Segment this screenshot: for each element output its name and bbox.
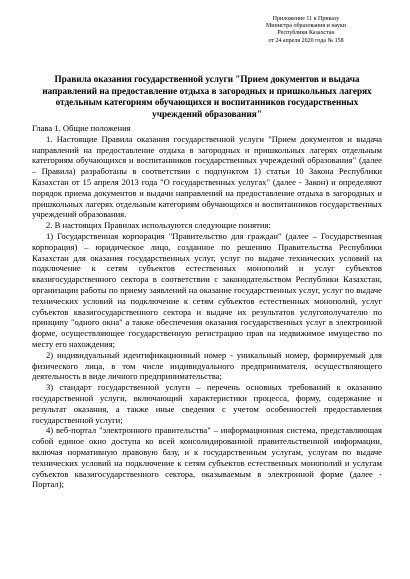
- annex-line: Приложение 11 к Приказу: [272, 16, 340, 22]
- document-title: Правила оказания государственной услуги "Прием документов и выдача направлений на предоставление отдыха в загородных и пришкольных лагерях отдельным категориям обучающихся и воспитанников государственных учреждений образования": [42, 74, 372, 119]
- paragraph: 1. Настоящие Правила оказания государственной услуги "Прием документов и выдача направлений на предоставление отдыха в загородных и пришкольных лагерях отдельным категориям обучающихся и воспитанников государственных учреждений образования" (далее – Правила) разработаны в соответствии с подпунктом 1) статьи 10 Закона Республики Казахстан от 15 апреля 2013 года "О государственных услугах" (далее - Закон) и определяют порядок приема документов и выдачи направлений на предоставление отдыха в загородных и пришкольных лагерях отдельным категориям обучающихся и воспитанников государственных учреждений образования.: [32, 133, 382, 220]
- annex-line: от 24 апреля 2020 года № 158: [268, 37, 344, 44]
- paragraph: 4) веб-портал "электронного правительства" – информационная система, представляющая собой единое окно доступа ко всей консолидированной правительственной информации, включая нормативную правовую базу, и к государственным услугам, услугам по выдаче технических условий на подключение к сетям субъектов естественных монополий и услугам субъектов квазигосударственного сектора, оказываемым в электронной форме (далее - Портал);: [32, 425, 382, 490]
- paragraph: 2. В настоящих Правилах используются следующие понятия:: [46, 220, 271, 231]
- annex-line: Министра образования и науки: [265, 23, 347, 30]
- paragraph: 1) Государственная корпорация "Правительство для граждан" (далее – Государственная корпорация) – юридическое лицо, созданное по решению Правительства Республики Казахстан для оказания государственных услуг, услуг по выдаче технических условий на подключение к сетям субъектов естественных монополий и услуг субъектов квазигосударственного сектора в соответствии с законодательством Республики Казахстан, организации работы по приему заявлений на оказание государственных услуг, услуг по выдаче технических условий на подключение к сетям субъектов естественных монополий, услуг субъектов квазигосударственного сектора и выдаче их результатов услугополучателю по принципу "одного окна" а также обеспечения оказания государственных услуг в электронной форме, осуществляющее государственную регистрацию прав на недвижимое имущество по месту его нахождения;: [32, 230, 382, 349]
- annex-header: [246, 16, 366, 45]
- paragraph: 3) стандарт государственной услуги – перечень основных требований к оказанию государственной услуги, включающий характеристики процесса, форму, содержание и результат оказания, а также иные сведения с учетом особенностей предоставления государственной услуги;: [32, 382, 382, 425]
- annex-line: Республики Казахстан: [277, 30, 335, 37]
- paragraph: 2) индивидуальный идентификационный номер - уникальный номер, формируемый для физического лица, в том числе индивидуального предпринимателя, осуществляющего деятельность в виде личного предпринимательства;: [32, 349, 382, 382]
- chapter-heading: Глава 1. Общие положения: [32, 123, 131, 133]
- document-body: [32, 123, 382, 490]
